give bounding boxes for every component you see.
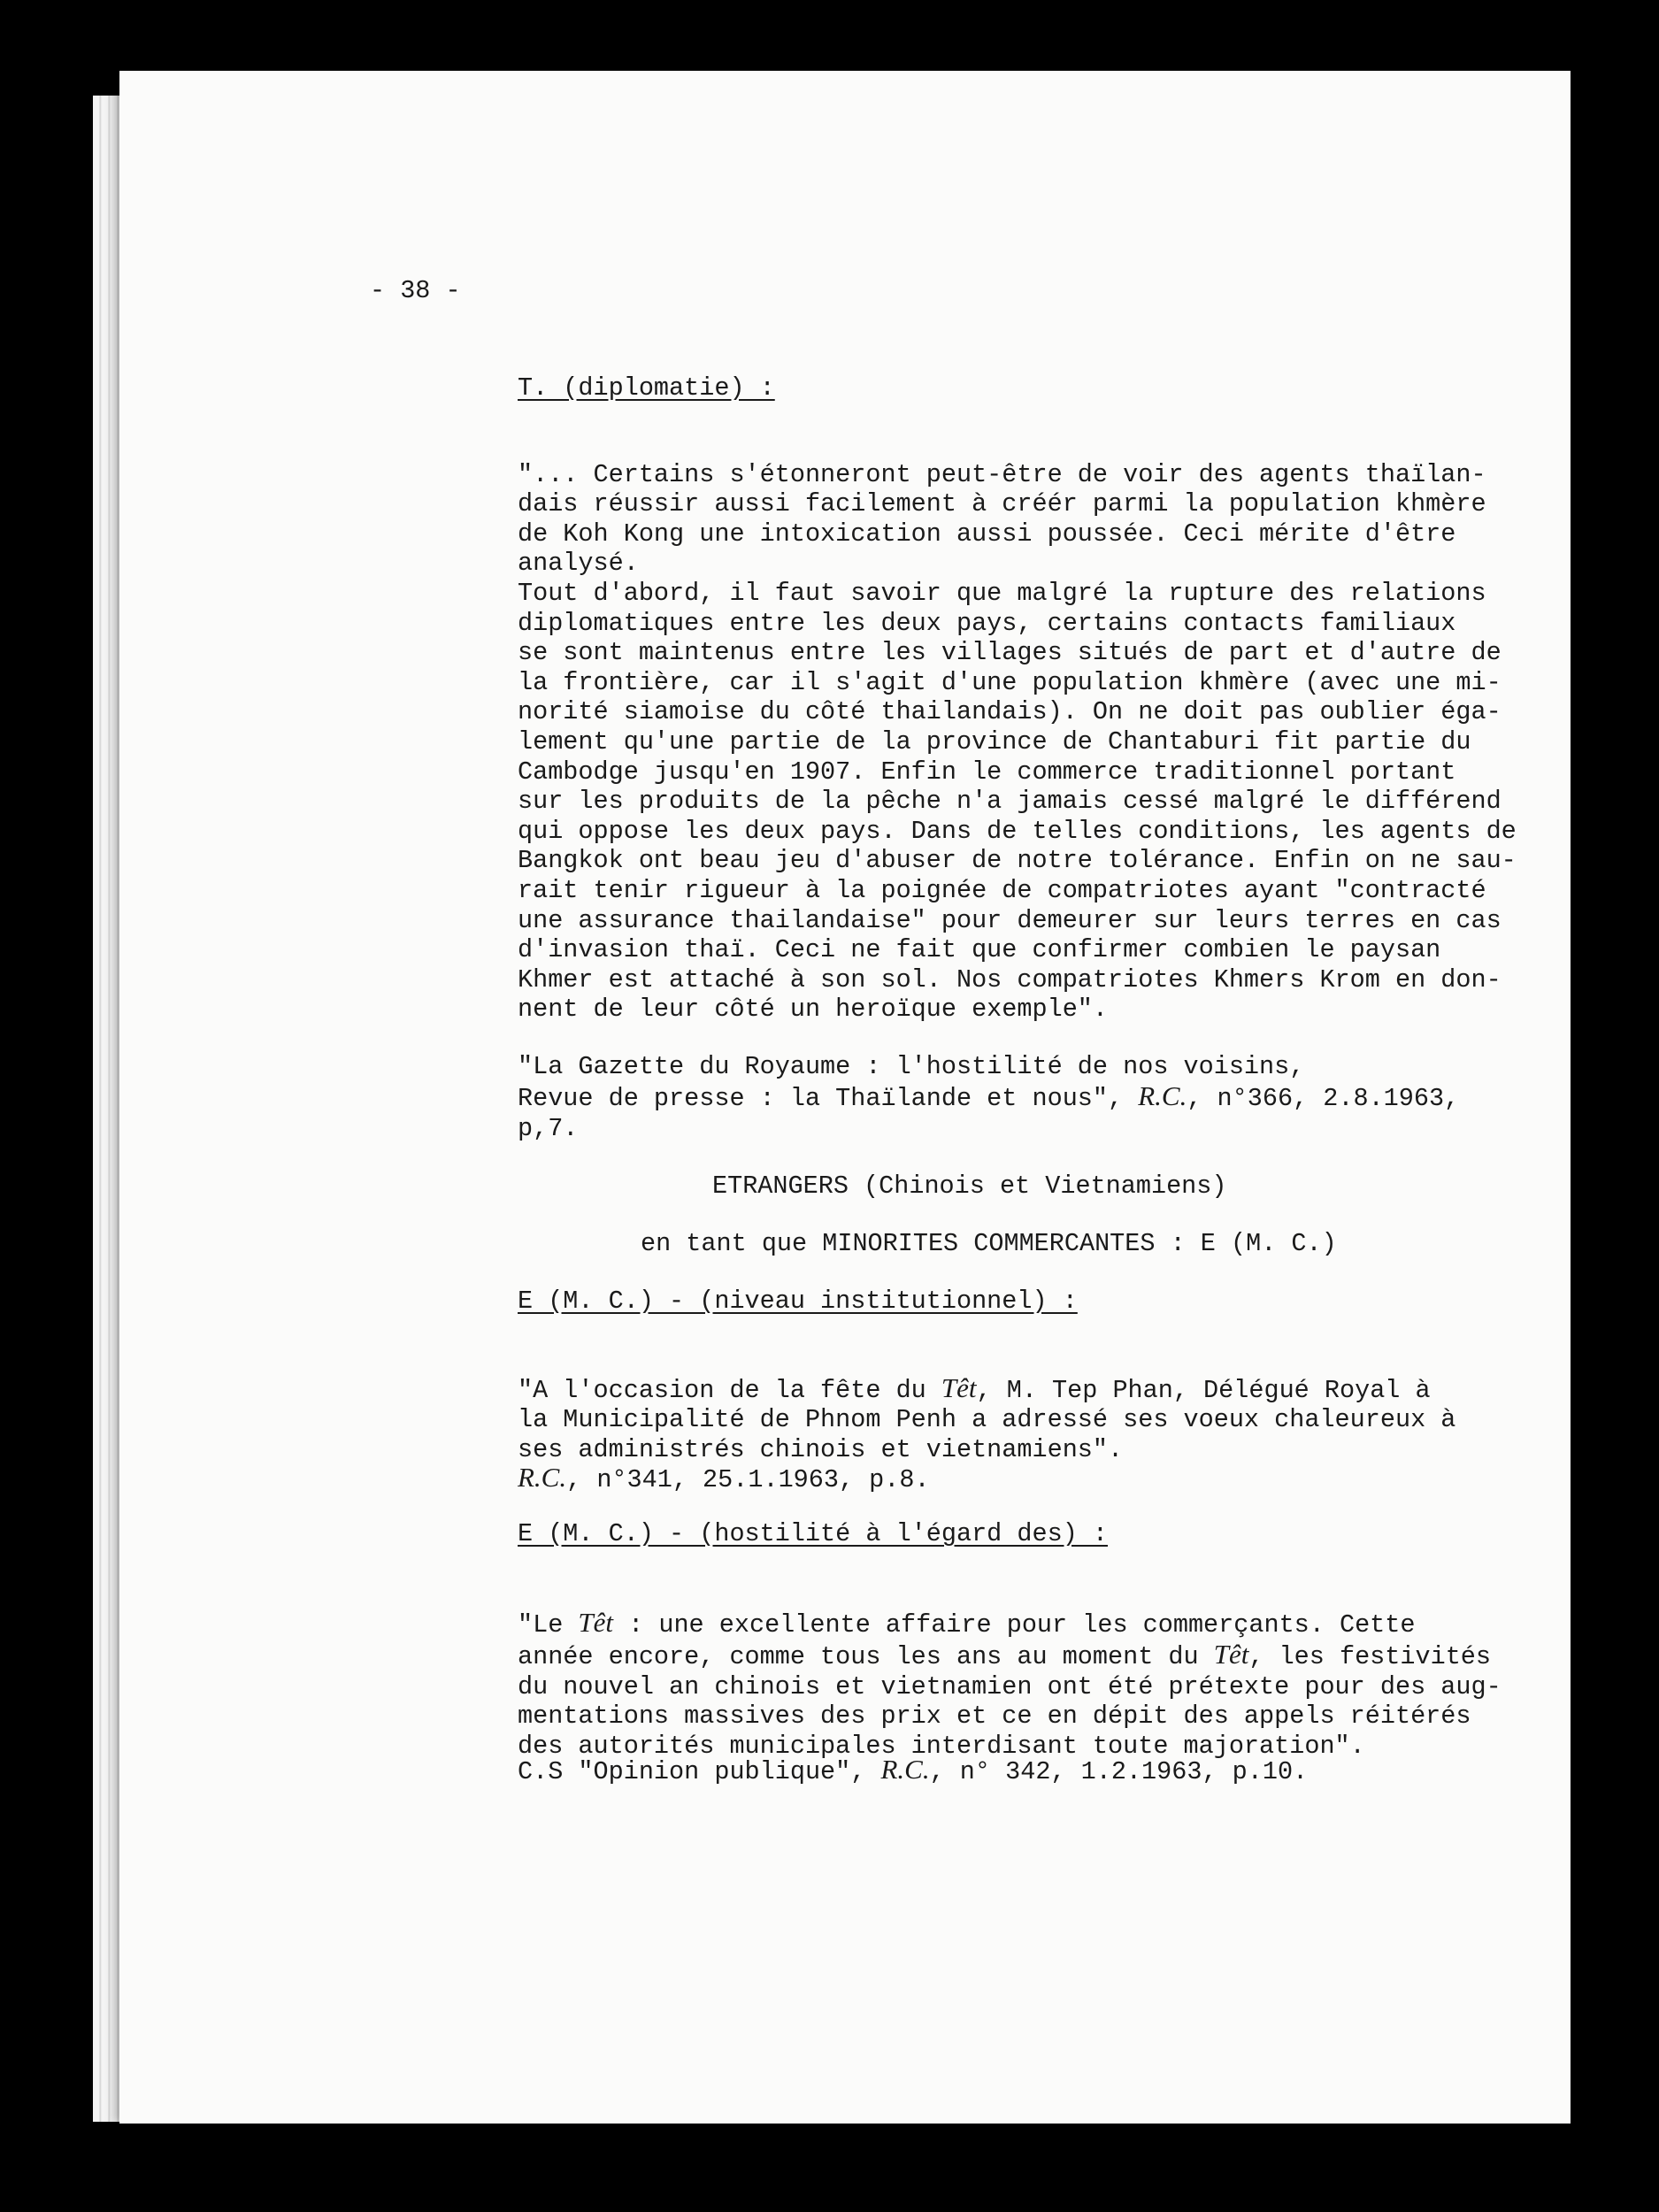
- source-text: , n°366, 2.8.1963,: [1187, 1084, 1460, 1114]
- source-text: , n° 342, 1.2.1963, p.10.: [929, 1757, 1309, 1786]
- quote-line: "... Certains s'étonneront peut-être de voir des agents thaïlan-: [518, 459, 1486, 489]
- quote-line: diplomatiques entre les deux pays, certains contacts familiaux: [518, 608, 1456, 638]
- quote-line: qui oppose les deux pays. Dans de telles conditions, les agents de: [518, 816, 1517, 846]
- quote-line: [518, 1371, 1431, 1405]
- source-text: C.S "Opinion publique",: [518, 1757, 881, 1786]
- quote-line: analysé.: [518, 549, 639, 579]
- quote-tet-commercants: [518, 1578, 1502, 1762]
- quote-line: de Koh Kong une intoxication aussi poussée. Ceci mérite d'être: [518, 518, 1456, 549]
- source-text: , n°341, 25.1.1963, p.8.: [566, 1465, 930, 1494]
- quote-line: la Municipalité de Phnom Penh a adressé ses voeux chaleureux à: [518, 1405, 1456, 1435]
- section-heading-diplomatie: T. (diplomatie) :: [518, 373, 775, 403]
- source-citation-diplomatie: [518, 1022, 1459, 1143]
- quote-line: une assurance thailandaise" pour demeurer sur leurs terres en cas: [518, 905, 1502, 935]
- quote-text: "A l'occasion de la fête du: [518, 1375, 941, 1405]
- quote-text: , M. Tep Phan, Délégué Royal à: [976, 1375, 1431, 1405]
- quote-line: Khmer est attaché à son sol. Nos compatriotes Khmers Krom en don-: [518, 964, 1502, 995]
- quote-text: année encore, comme tous les ans au moment du: [518, 1642, 1214, 1672]
- quote-line: dais réussir aussi facilement à créér parmi la population khmère: [518, 489, 1486, 519]
- source-line: "La Gazette du Royaume : l'hostilité de nos voisins,: [518, 1051, 1305, 1081]
- quote-text: : une excellente affaire pour les commerçants. Cette: [613, 1609, 1416, 1640]
- quote-line: nent de leur côté un heroïque exemple".: [518, 995, 1109, 1025]
- quote-line: mentations massives des prix et ce en dépit des appels réitérés: [518, 1701, 1471, 1732]
- source-citation-341: [518, 1463, 930, 1495]
- source-line: [518, 1080, 1460, 1114]
- journal-abbrev: R.C.: [518, 1462, 567, 1493]
- quote-line: du nouvel an chinois et vietnamien ont été prétexte pour des aug-: [518, 1671, 1502, 1701]
- quote-line: ses administrés chinois et vietnamiens".: [518, 1434, 1124, 1464]
- italic-term: Têt: [578, 1606, 614, 1638]
- italic-term: Têt: [1213, 1639, 1249, 1671]
- quote-line: Cambodge jusqu'en 1907. Enfin le commerce traditionnel portant: [518, 757, 1456, 787]
- quote-tet-delegue: [518, 1343, 1455, 1464]
- quote-line: norité siamoise du côté thailandais). On ne doit pas oublier éga-: [518, 697, 1502, 727]
- quote-line: la frontière, car il s'agit d'une population khmère (avec une mi-: [518, 667, 1502, 697]
- section-title-etrangers: ETRANGERS (Chinois et Vietnamiens): [712, 1171, 1227, 1201]
- italic-term: Têt: [941, 1371, 977, 1403]
- subheading-niveau-institutionnel: E (M. C.) - (niveau institutionnel) :: [518, 1286, 1078, 1316]
- source-citation-342: [518, 1755, 1308, 1787]
- section-subtitle-minorites: en tant que MINORITES COMMERCANTES : E (M. C.): [641, 1229, 1337, 1258]
- subheading-hostilite: E (M. C.) - (hostilité à l'égard des) :: [518, 1519, 1109, 1548]
- quote-line: d'invasion thaï. Ceci ne fait que confirmer combien le paysan: [518, 935, 1441, 965]
- quote-line: des autorités municipales interdisant toute majoration".: [518, 1731, 1365, 1761]
- quote-text: , les festivités: [1248, 1642, 1492, 1672]
- quote-line: [518, 1606, 1416, 1640]
- quote-line: Tout d'abord, il faut savoir que malgré la rupture des relations: [518, 578, 1486, 608]
- quote-diplomatie: [518, 430, 1517, 1025]
- quote-line: se sont maintenus entre les villages situés de part et d'autre de: [518, 638, 1502, 668]
- quote-line: rait tenir rigueur à la poignée de compatriotes ayant "contracté: [518, 875, 1486, 905]
- journal-abbrev: R.C.: [880, 1754, 930, 1785]
- quote-line: sur les produits de la pêche n'a jamais cessé malgré le différend: [518, 787, 1502, 817]
- source-text: Revue de presse : la Thaïlande et nous",: [518, 1084, 1139, 1114]
- quote-text: "Le: [518, 1609, 579, 1640]
- source-line: p,7.: [518, 1113, 579, 1143]
- journal-abbrev: R.C.: [1138, 1080, 1187, 1112]
- quote-line: [518, 1639, 1492, 1672]
- quote-line: Bangkok ont beau jeu d'abuser de notre tolérance. Enfin on ne sau-: [518, 846, 1517, 876]
- quote-line: lement qu'une partie de la province de Chantaburi fit partie du: [518, 726, 1471, 757]
- page-number: - 38 -: [370, 276, 461, 305]
